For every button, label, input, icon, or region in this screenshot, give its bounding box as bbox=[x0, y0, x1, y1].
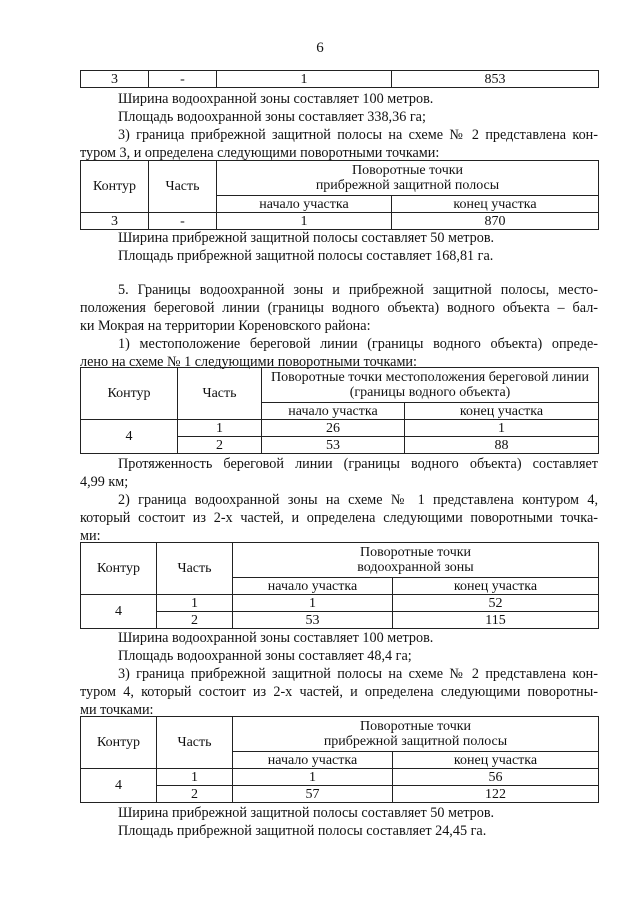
paragraph-line: положения береговой линии (границы водного объекта) водного объекта – бал- bbox=[80, 300, 598, 316]
table-cell: 1 bbox=[178, 420, 262, 437]
header-start: начало участка bbox=[233, 752, 393, 769]
table-cell: 1 bbox=[233, 769, 393, 786]
paragraph-line: Ширина прибрежной защитной полосы составляет 50 метров. bbox=[118, 805, 495, 821]
header-contour: Контур bbox=[81, 368, 178, 420]
table-row bbox=[81, 595, 599, 612]
coastal-strip-table-contour-4 bbox=[80, 716, 599, 803]
header-contour: Контур bbox=[81, 161, 149, 213]
header-part: Часть bbox=[157, 717, 233, 769]
paragraph-line: 1) местоположение береговой линии (границы водного объекта) опреде- bbox=[118, 336, 598, 352]
table-row bbox=[81, 786, 599, 803]
contour-cell: 4 bbox=[81, 595, 157, 629]
header-start: начало участка bbox=[233, 578, 393, 595]
paragraph-line: туром 4, который состоит из 2-х частей, и определена следующими поворотны- bbox=[80, 684, 598, 700]
table-cell: 53 bbox=[233, 612, 393, 629]
header-points bbox=[233, 717, 599, 752]
paragraph-line: 2) граница водоохранной зоны на схеме № 1 представлена контуром 4, bbox=[118, 492, 598, 508]
header-start: начало участка bbox=[217, 196, 392, 213]
paragraph-line: ми: bbox=[80, 528, 101, 544]
table-cell: 853 bbox=[392, 71, 599, 88]
header-contour: Контур bbox=[81, 543, 157, 595]
paragraph-line: Площадь водоохранной зоны составляет 48,4 га; bbox=[118, 648, 412, 664]
contour-cell: 4 bbox=[81, 420, 178, 454]
header-part: Часть bbox=[157, 543, 233, 595]
coastal-strip-table-contour-3 bbox=[80, 160, 599, 230]
paragraph-line: Протяженность береговой линии (границы водного объекта) составляет bbox=[118, 456, 598, 472]
table-cell: 3 bbox=[81, 213, 149, 230]
page-number: 6 bbox=[316, 40, 324, 56]
table-row bbox=[81, 71, 599, 88]
paragraph-line: Площадь прибрежной защитной полосы составляет 24,45 га. bbox=[118, 823, 487, 839]
paragraph-line: 4,99 км; bbox=[80, 474, 129, 490]
header-points bbox=[262, 368, 599, 403]
paragraph-line: ки Мокрая на территории Кореновского района: bbox=[80, 318, 371, 334]
table-cell: 57 bbox=[233, 786, 393, 803]
header-points-line-1: Поворотные точки местоположения береговой линии bbox=[271, 370, 589, 385]
table-header-row bbox=[81, 717, 599, 752]
header-points-line-2: (границы водного объекта) bbox=[349, 385, 511, 400]
table-cell: 1 bbox=[157, 595, 233, 612]
paragraph-line: 5. Границы водоохранной зоны и прибрежной защитной полосы, место- bbox=[118, 282, 598, 298]
table-cell: 26 bbox=[262, 420, 405, 437]
table-row bbox=[81, 769, 599, 786]
header-points-line-1: Поворотные точки bbox=[359, 719, 472, 734]
shoreline-table-contour-4 bbox=[80, 367, 599, 454]
table-header-row bbox=[81, 161, 599, 196]
header-points bbox=[217, 161, 599, 196]
table-header-row bbox=[81, 543, 599, 578]
table-cell: 2 bbox=[178, 437, 262, 454]
table-row bbox=[81, 213, 599, 230]
paragraph-line: Ширина водоохранной зоны составляет 100 метров. bbox=[118, 630, 434, 646]
paragraph-line: лено на схеме № 1 следующими поворотными точками: bbox=[80, 354, 417, 370]
header-points-line-1: Поворотные точки bbox=[359, 545, 472, 560]
paragraph-line: туром 3, и определена следующими поворотными точками: bbox=[80, 145, 440, 161]
table-row bbox=[81, 612, 599, 629]
table-cell: 115 bbox=[393, 612, 599, 629]
table-cell: 2 bbox=[157, 786, 233, 803]
header-end: конец участка bbox=[393, 752, 599, 769]
header-points-line-2: прибрежной защитной полосы bbox=[323, 734, 508, 749]
table-header-row bbox=[81, 368, 599, 403]
table-cell: - bbox=[149, 71, 217, 88]
table-cell: 1 bbox=[217, 213, 392, 230]
table-cell: 52 bbox=[393, 595, 599, 612]
header-start: начало участка bbox=[262, 403, 405, 420]
table-cell: 2 bbox=[157, 612, 233, 629]
header-part: Часть bbox=[178, 368, 262, 420]
contour-cell: 4 bbox=[81, 769, 157, 803]
table-cell: 122 bbox=[393, 786, 599, 803]
table-cell: 56 bbox=[393, 769, 599, 786]
header-end: конец участка bbox=[405, 403, 599, 420]
header-contour: Контур bbox=[81, 717, 157, 769]
header-part: Часть bbox=[149, 161, 217, 213]
paragraph-line: 3) граница прибрежной защитной полосы на схеме № 2 представлена кон- bbox=[118, 666, 598, 682]
paragraph-line: Ширина прибрежной защитной полосы составляет 50 метров. bbox=[118, 230, 495, 246]
paragraph-line: Ширина водоохранной зоны составляет 100 метров. bbox=[118, 91, 434, 107]
table-cell: 1 bbox=[157, 769, 233, 786]
paragraph-line: который состоит из 2-х частей, и определена следующими поворотными точка- bbox=[80, 510, 598, 526]
table-cell: 1 bbox=[405, 420, 599, 437]
header-points-line-2: водоохранной зоны bbox=[357, 560, 474, 575]
paragraph-line: Площадь прибрежной защитной полосы составляет 168,81 га. bbox=[118, 248, 494, 264]
water-zone-table-contour-4 bbox=[80, 542, 599, 629]
table-cell: 3 bbox=[81, 71, 149, 88]
header-end: конец участка bbox=[392, 196, 599, 213]
table-cell: 1 bbox=[217, 71, 392, 88]
header-points-line-2: прибрежной защитной полосы bbox=[315, 178, 500, 193]
header-points bbox=[233, 543, 599, 578]
continuation-table bbox=[80, 70, 599, 88]
table-cell: 870 bbox=[392, 213, 599, 230]
paragraph-line: ми точками: bbox=[80, 702, 154, 718]
table-row bbox=[81, 420, 599, 437]
table-cell: 88 bbox=[405, 437, 599, 454]
table-cell: 1 bbox=[233, 595, 393, 612]
header-points-line-1: Поворотные точки bbox=[351, 163, 464, 178]
header-end: конец участка bbox=[393, 578, 599, 595]
paragraph-line: Площадь водоохранной зоны составляет 338,36 га; bbox=[118, 109, 426, 125]
table-cell: 53 bbox=[262, 437, 405, 454]
paragraph-line: 3) граница прибрежной защитной полосы на схеме № 2 представлена кон- bbox=[118, 127, 598, 143]
table-cell: - bbox=[149, 213, 217, 230]
